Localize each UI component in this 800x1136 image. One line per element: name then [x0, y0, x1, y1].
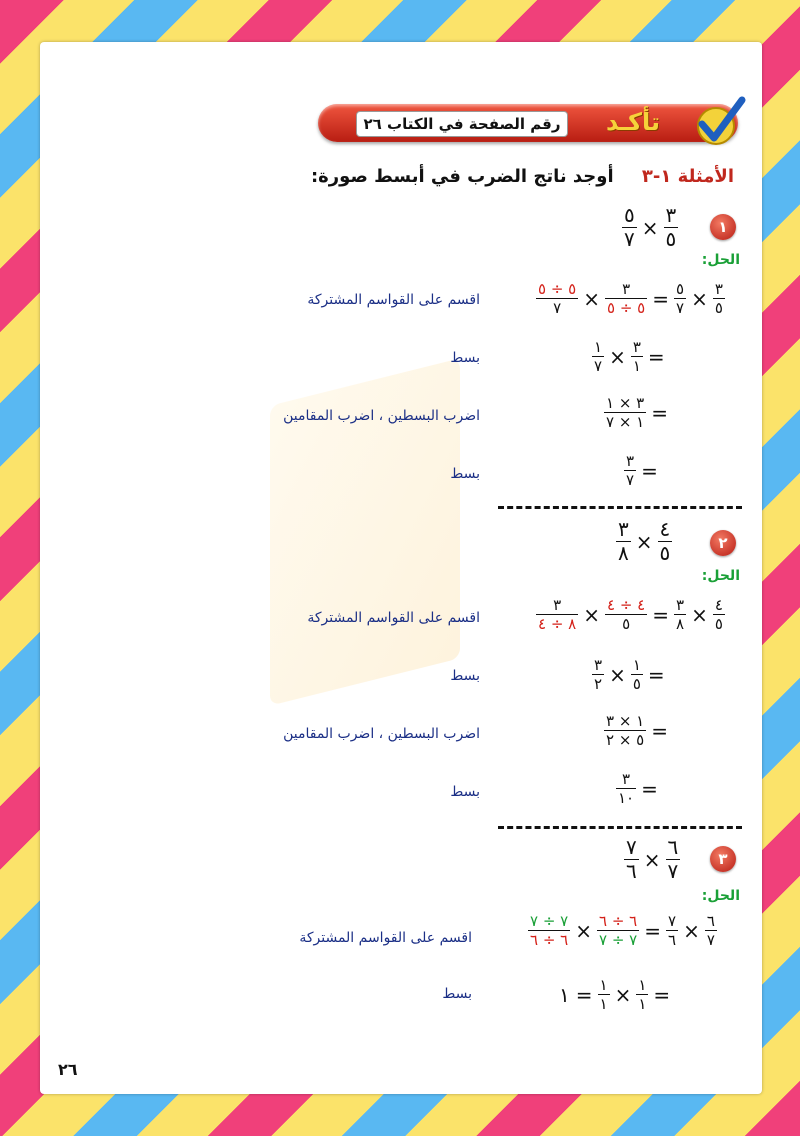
operator-sign: × [583, 602, 600, 627]
fraction [705, 912, 717, 949]
problem-3-question [622, 836, 682, 883]
denominator: ٥ [665, 227, 677, 251]
fraction [604, 712, 646, 749]
denominator: ٨ ÷ ٤ [538, 615, 577, 633]
denominator: ٦ [626, 859, 637, 883]
fraction [713, 280, 725, 317]
fraction [536, 596, 578, 633]
operator-sign: = [652, 286, 669, 311]
problem-1-step-1 [534, 280, 727, 317]
divider [498, 506, 742, 509]
denominator: ٧ ÷ ٧ [599, 931, 638, 949]
fraction [624, 452, 636, 489]
denominator: ٧ [676, 299, 685, 317]
step-note: اضرب البسطين ، اضرب المقامين [283, 726, 480, 742]
problem-number-1: ١ [710, 214, 736, 240]
denominator: ٧ [667, 859, 679, 883]
denominator: ٦ [668, 931, 677, 949]
fraction [666, 912, 678, 949]
fraction [624, 836, 639, 883]
numerator: ١ [594, 338, 603, 356]
numerator: ٧ [626, 835, 637, 859]
operator-sign: × [691, 286, 708, 311]
fraction [658, 518, 673, 565]
operator-sign: × [635, 529, 653, 554]
denominator: ٥ ÷ ٥ [607, 299, 646, 317]
numerator: ٤ ÷ ٤ [607, 596, 646, 614]
numerator: ٤ [714, 596, 723, 614]
fraction [636, 976, 648, 1013]
fraction [674, 280, 686, 317]
fraction [631, 338, 643, 375]
times-sign: × [641, 215, 659, 240]
operator-sign: = [575, 982, 593, 1007]
problem-1-step-3 [602, 394, 671, 431]
numerator: ٣ [622, 770, 631, 788]
denominator: ١ [638, 995, 647, 1013]
operator-sign: = [651, 718, 668, 743]
fraction [713, 596, 725, 633]
numerator: ٣ [714, 280, 723, 298]
fraction [597, 912, 639, 949]
denominator: ١٠ [618, 789, 635, 807]
operator-sign: × [683, 918, 700, 943]
numerator: ٧ ÷ ٧ [530, 912, 569, 930]
operator-sign: × [575, 918, 592, 943]
denominator: ٥ × ٢ [606, 731, 645, 749]
instruction: أوجد ناتج الضرب في أبسط صورة: [310, 166, 614, 187]
numerator: ٣ × ١ [606, 394, 645, 412]
fraction [605, 280, 647, 317]
problem-number-3: ٣ [710, 846, 736, 872]
step-note: بسط [450, 668, 480, 684]
denominator: ٥ [659, 541, 671, 565]
numerator: ٥ ÷ ٥ [538, 280, 577, 298]
problem-2-step-4 [614, 770, 661, 807]
step-note: بسط [450, 784, 480, 800]
problem-1-question [620, 204, 680, 251]
fraction [536, 280, 578, 317]
page-reference: رقم الصفحة في الكتاب ٢٦ [356, 111, 568, 137]
result: ١ [559, 982, 570, 1007]
numerator: ٦ [667, 835, 679, 859]
denominator: ١ [599, 995, 608, 1013]
problem-1-step-4 [622, 452, 661, 489]
solution-label: الحل: [701, 252, 740, 268]
fraction [604, 394, 646, 431]
page-number: ٢٦ [58, 1060, 78, 1079]
examples-ref: الأمثلة ١-٣ [641, 166, 734, 187]
step-note: اقسم على القواسم المشتركة [299, 930, 472, 946]
operator-sign: × [583, 286, 600, 311]
fraction [631, 656, 643, 693]
checkmark-icon [692, 94, 746, 148]
numerator: ٥ [624, 203, 635, 227]
denominator: ٢ [594, 675, 603, 693]
step-note: بسط [450, 350, 480, 366]
operator-sign: = [651, 400, 668, 425]
numerator: ٣ [676, 596, 685, 614]
numerator: ١ [632, 656, 641, 674]
denominator: ٧ [553, 299, 562, 317]
fraction [528, 912, 570, 949]
operator-sign: = [652, 602, 669, 627]
step-note: اضرب البسطين ، اضرب المقامين [283, 408, 480, 424]
numerator: ٣ [626, 452, 635, 470]
numerator: ١ [638, 976, 647, 994]
fraction [674, 596, 686, 633]
denominator: ٥ [714, 615, 723, 633]
numerator: ٥ [676, 280, 685, 298]
solution-label: الحل: [701, 568, 740, 584]
denominator: ٨ [676, 615, 685, 633]
fraction [592, 338, 604, 375]
operator-sign: × [609, 662, 626, 687]
operator-sign: = [641, 458, 658, 483]
step-note: بسط [442, 986, 472, 1002]
denominator: ٧ [706, 931, 715, 949]
denominator: ٨ [618, 541, 629, 565]
step-note: بسط [450, 466, 480, 482]
step-note: اقسم على القواسم المشتركة [307, 610, 480, 626]
problem-2-step-1 [534, 596, 727, 633]
fraction [666, 836, 681, 883]
numerator: ٧ [668, 912, 677, 930]
numerator: ٣ [594, 656, 603, 674]
problem-3-step-2 [556, 976, 673, 1013]
numerator: ٣ [632, 338, 641, 356]
operator-sign: × [609, 344, 626, 369]
denominator: ٧ [594, 357, 603, 375]
problem-3-step-1 [526, 912, 719, 949]
denominator: ٧ [626, 471, 635, 489]
numerator: ٣ [553, 596, 562, 614]
operator-sign: = [647, 344, 665, 369]
banner-title: تأكـد [605, 108, 661, 136]
denominator: ٥ [714, 299, 723, 317]
fraction [616, 770, 636, 807]
numerator: ١ [599, 976, 608, 994]
fraction [598, 976, 610, 1013]
numerator: ٣ [622, 280, 631, 298]
fraction [592, 656, 604, 693]
divider [498, 826, 742, 829]
operator-sign: × [691, 602, 708, 627]
denominator: ٥ [632, 675, 641, 693]
operator-sign: = [641, 776, 658, 801]
problem-1-step-2 [590, 338, 668, 375]
numerator: ١ × ٣ [606, 712, 645, 730]
fraction [616, 518, 631, 565]
denominator: ١ [632, 357, 641, 375]
fraction [622, 204, 637, 251]
step-note: اقسم على القواسم المشتركة [307, 292, 480, 308]
operator-sign: = [644, 918, 661, 943]
solution-label: الحل: [701, 888, 740, 904]
denominator: ٦ ÷ ٦ [530, 931, 569, 949]
section-title [311, 166, 734, 187]
operator-sign: × [614, 982, 632, 1007]
fraction [605, 596, 647, 633]
problem-number-2: ٢ [710, 530, 736, 556]
problem-2-step-2 [590, 656, 668, 693]
operator-sign: = [647, 662, 665, 687]
numerator: ٦ [706, 912, 715, 930]
fraction [664, 204, 679, 251]
worksheet-page [40, 42, 762, 1094]
problem-2-question [614, 518, 674, 565]
numerator: ٣ [618, 517, 629, 541]
operator-sign: × [643, 847, 661, 872]
denominator: ٥ [622, 615, 631, 633]
denominator: ٧ [624, 227, 635, 251]
denominator: ١ × ٧ [606, 413, 645, 431]
operator-sign: = [653, 982, 671, 1007]
numerator: ٤ [659, 517, 671, 541]
problem-2-step-3 [602, 712, 671, 749]
numerator: ٣ [665, 203, 677, 227]
numerator: ٦ ÷ ٦ [599, 912, 638, 930]
